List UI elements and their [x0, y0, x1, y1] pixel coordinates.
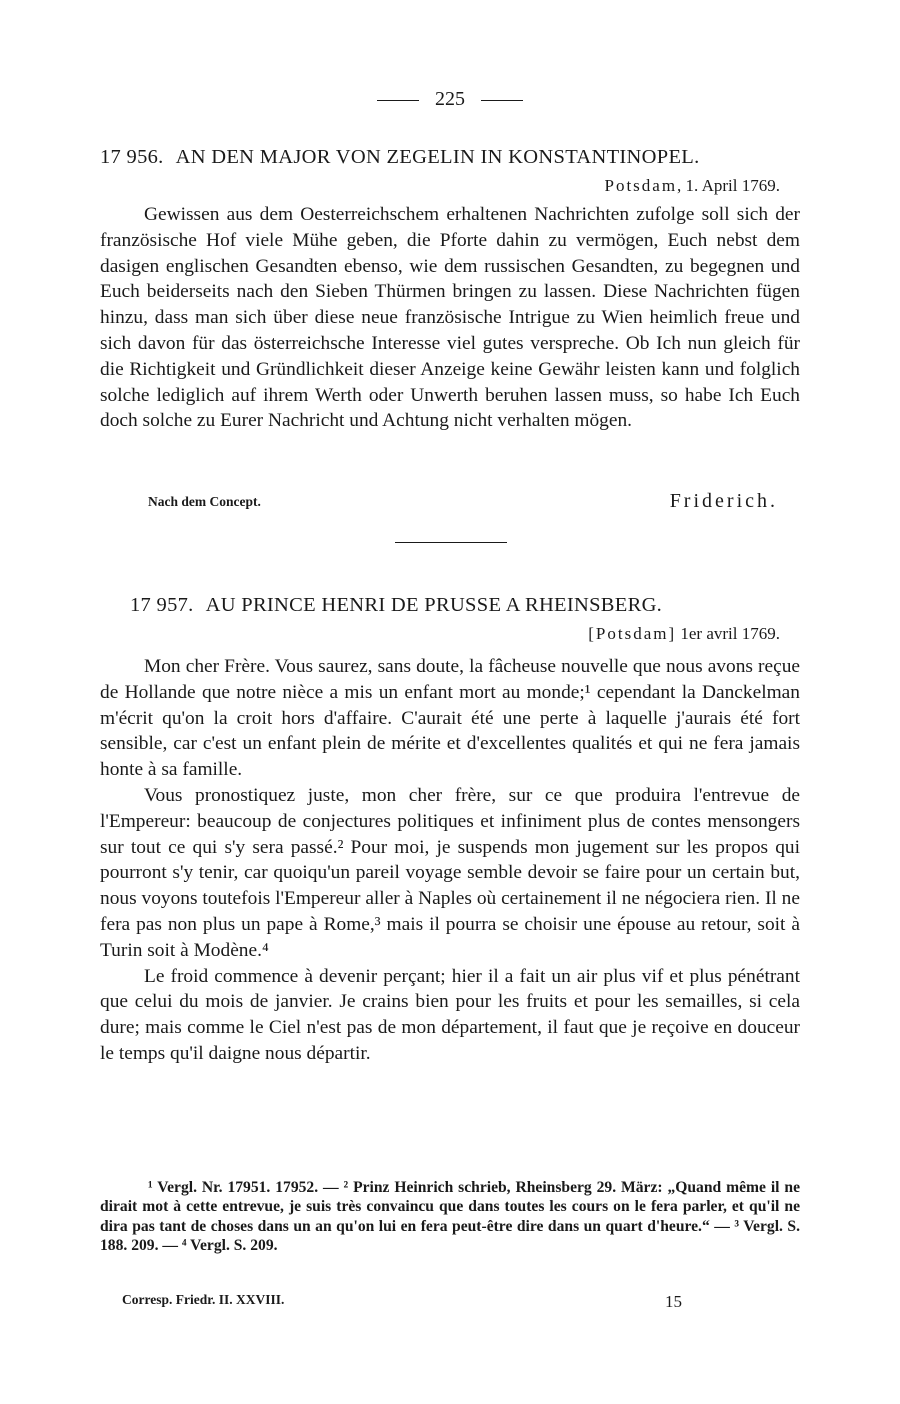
letter1-signature: Friderich. — [669, 490, 778, 512]
letter1-dateline — [604, 176, 780, 196]
letter1-heading — [100, 146, 800, 169]
letter2-date: 1er avril 1769. — [676, 624, 780, 643]
letter2-title: AU PRINCE HENRI DE PRUSSE A RHEINSBERG. — [205, 594, 663, 616]
letter1-number: 17 956. — [100, 146, 164, 168]
page-header — [100, 88, 800, 111]
letter2-paragraph-2: Vous pronostiquez juste, mon cher frère, sur ce que produira l'entrevue de l'Empereur: beaucoup de conjectures politiques et infiniment plus de contes mensongers sur tout ce qui s'y sera passé.² Pour moi, je suspends mon jugement sur les propos qui pourront s'y tenir, car quoiqu'un pareil voyage semble devoir se faire pour un certain but, nous voyons toutefois l'Empereur aller à Naples où certainement il ne négociera rien. Il ne fera pas non plus un pape à Rome,³ mais il pourra se choisir une épouse au retour, soit à Turin soit à Modène.⁴ — [100, 784, 800, 961]
letter2-body — [100, 654, 800, 1067]
letter1-place: Potsdam — [604, 176, 678, 195]
letter2-heading — [130, 594, 830, 617]
footnotes — [100, 1178, 800, 1255]
letter2-place: [Potsdam] — [588, 624, 677, 643]
footnote-text: ¹ Vergl. Nr. 17951. 17952. — ² Prinz Heinrich schrieb, Rheinsberg 29. März: „Quand même il ne dirait mot à cette entrevue, je suis très convaincu que dans toutes les cours on le fera parler, et qu'il ne dira pas tant de choses dans un an qu'on lui en fera peut-être dire dans un quart d'heure.“ — ³ Vergl. S. 188. 209. — ⁴ Vergl. S. 209. — [100, 1179, 800, 1254]
header-rule-left — [377, 100, 419, 101]
letter1-date: , 1. April 1769. — [677, 176, 780, 195]
footer-source: Corresp. Friedr. II. XXVIII. — [122, 1292, 285, 1307]
footer-signature-mark: 15 — [665, 1292, 682, 1311]
page-number: 225 — [435, 88, 465, 110]
letter1-body — [100, 202, 800, 434]
letter1-title: AN DEN MAJOR VON ZEGELIN IN KONSTANTINOPEL. — [175, 146, 700, 168]
letter2-paragraph-1: Mon cher Frère. Vous saurez, sans doute, la fâcheuse nouvelle que nous avons reçue de Hollande que notre nièce a mis un enfant mort au monde;¹ cependant la Danckelman m'écrit qu'on la croit hors d'affaire. C'aurait été une perte à laquelle j'aurais été fort sensible, car c'est un enfant plein de mérite et d'excellentes qualités et qui ne fera jamais honte à sa famille. — [100, 656, 800, 781]
letter1-paragraph: Gewissen aus dem Oesterreichschem erhaltenen Nachrichten zufolge soll sich der französische Hof viele Mühe geben, die Pforte dahin zu vermögen, Euch nebst dem dasigen englischen Gesandten ebenso, wie dem russischen Gesandten, zu begegnen und Euch beiderseits nach den Sieben Thürmen bringen zu lassen. Diese Nachrichten fügen hinzu, dass man sich über diese neue französische Intrigue zu Wien heimlich freue und sich davon für das österreichsche Interesse viel gutes verspreche. Ob Ich nun gleich für die Richtigkeit und Gründlichkeit dieser Anzeige keine Gewähr leisten kann und folglich solche lediglich auf ihrem Werth oder Unwerth beruhen lassen muss, so habe Ich Euch doch solche zu Eurer Nachricht und Achtung nicht verhalten mögen. — [100, 204, 800, 432]
letter2-dateline — [588, 624, 780, 644]
letter1-source-note: Nach dem Concept. — [148, 494, 261, 509]
letter2-number: 17 957. — [130, 594, 194, 616]
page-footer — [122, 1292, 682, 1311]
header-rule-right — [481, 100, 523, 101]
letter-separator — [395, 542, 507, 543]
letter2-paragraph-3: Le froid commence à devenir perçant; hier il a fait un air plus vif et plus pénétrant que celui du mois de janvier. Je crains bien pour les fruits et pour les semailles, si cela dure; mais comme le Ciel n'est pas de mon département, il faut que je reçoive en douceur le temps qu'il daigne nous départir. — [100, 965, 800, 1064]
